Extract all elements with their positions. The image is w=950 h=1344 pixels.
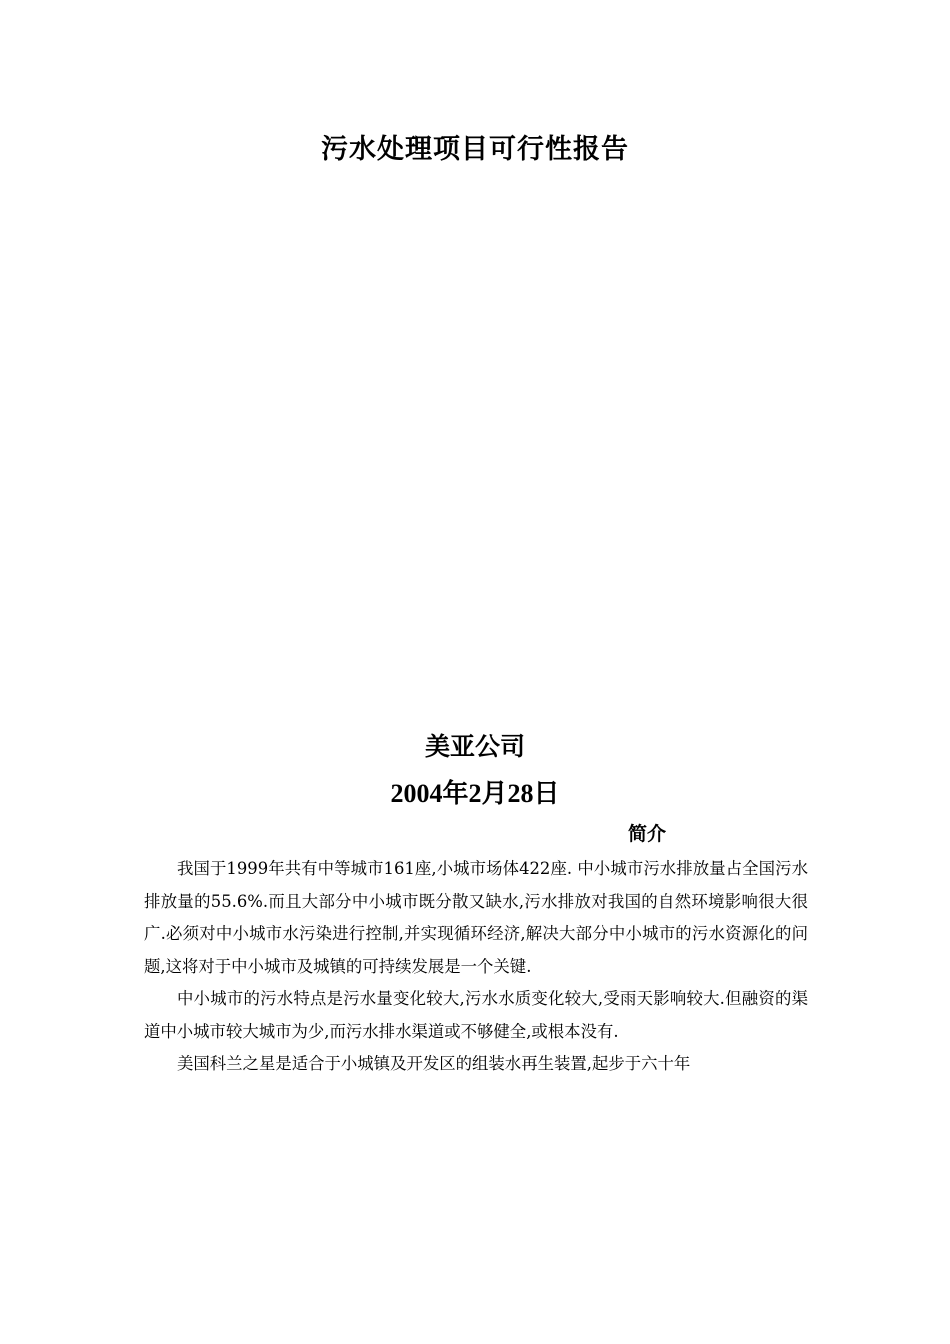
body-text xyxy=(144,853,808,1081)
paragraph-1: 我国于1999年共有中等城市161座,小城市场体422座. 中小城市污水排放量占全国污水排放量的55.6%.而且大部分中小城市既分散又缺水,污水排放对我国的自然环境影响很大很广.必须对中小城市水污染进行控制,并实现循环经济,解决大部分中小城市的污水资源化的问题,这将对于中小城市及城镇的可持续发展是一个关键. xyxy=(144,859,808,976)
document-title: 污水处理项目可行性报告 xyxy=(321,134,629,165)
section-heading: 简介 xyxy=(628,823,667,845)
paragraph-3: 美国科兰之星是适合于小城镇及开发区的组装水再生装置,起步于六十年 xyxy=(177,1054,691,1073)
document-date: 2004年2月28日 xyxy=(390,779,560,808)
company-name: 美亚公司 xyxy=(424,732,525,761)
paragraph-2: 中小城市的污水特点是污水量变化较大,污水水质变化较大,受雨天影响较大.但融资的渠道中小城市较大城市为少,而污水排水渠道或不够健全,或根本没有. xyxy=(144,989,808,1041)
